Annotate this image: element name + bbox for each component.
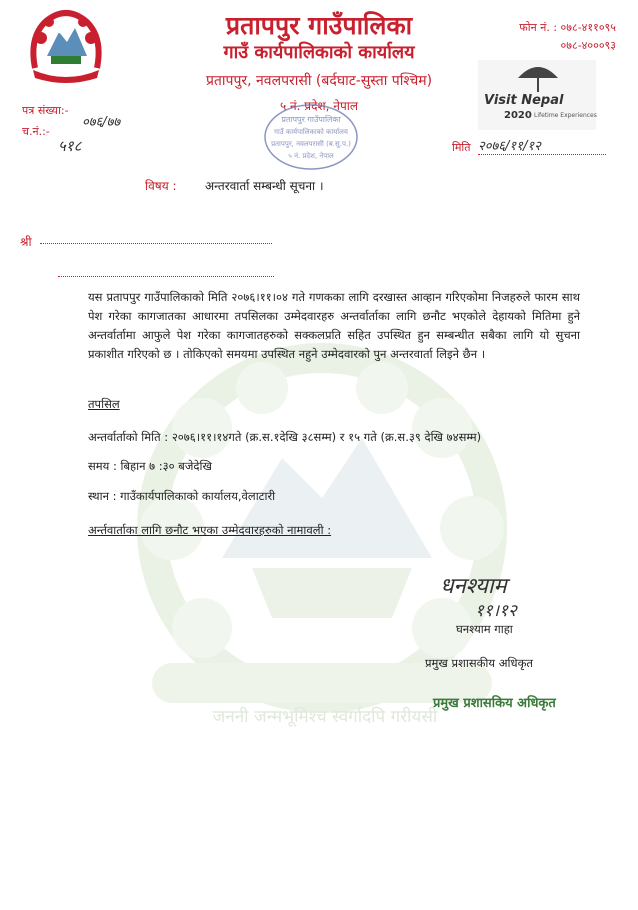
dispatch-label: च.नं.:- [22, 125, 50, 138]
date-label: मिति [452, 141, 471, 154]
addressee-line-1 [40, 243, 272, 244]
office-address: प्रतापपुर, नवलपरासी (बर्दघाट-सुस्ता पश्चिम) [205, 73, 433, 89]
dispatch-value: ५१८ [58, 137, 82, 155]
handwritten-signature: धनश्याम [440, 574, 507, 599]
candidate-list-heading: अर्न्तवार्ताका लागि छनौट भएका उम्मेदवारहरुको नामावली : [88, 523, 332, 537]
phone-label: फोन नं. : [519, 21, 558, 34]
addressee-label: श्री [20, 235, 32, 249]
phone-number-2: ०७८-४०००९३ [560, 39, 616, 52]
visit-nepal-tagline: Lifetime Experiences [534, 112, 597, 119]
interview-place: स्थान : गाउँकार्यपालिकाको कार्यालय,वेलाटारी [88, 489, 276, 503]
handwritten-signature-date: ११।१२ [475, 601, 517, 621]
subject-text: अन्तरवार्ता सम्बन्धी सूचना । [205, 179, 324, 193]
watermark-motto: जननी जन्मभूमिश्च स्वर्गादपि गरीयसी [212, 707, 438, 727]
ref-value: ०७६/७७ [82, 115, 121, 130]
date-value: २०७६/११/१२ [478, 136, 606, 155]
notice-paragraph: यस प्रतापपुर गाउँपालिकाको मिति २०७६।११।०४ गते गणकका लागि दरखास्त आव्हान गरिएकोमा निजहरुले फारम साथ पेश गरेका कागजातका आधारमा तपसिलका उम्मेदवारहरु अन्तर्वार्ताका लागि छनौट भएकोले देहायको मितिमा हुने अन्तर्वार्तामा आफुले पेश गरेका कागजातहरुको सक्कलप्रति सहित उपस्थित हुन सम्बन्धीत सबैका लागि यो सुचना प्रकाशीत गरिएको छ । तोकिएको समयमा उपस्थित नहुने उम्मेदवारको पुन अन्तरवार्ता लिइने छैन । [88, 290, 580, 361]
office-seal-icon [262, 102, 360, 172]
designation-stamp: प्रमुख प्रशासकिय अधिकृत [433, 696, 556, 711]
visit-nepal-text: Visit Nepal [484, 93, 564, 108]
tapsil-heading: तपसिल [88, 397, 120, 411]
signatory-designation: प्रमुख प्रशासकीय अधिकृत [425, 656, 533, 670]
interview-date: अन्तर्वार्ताको मिति : २०७६।११।१४गते (क्र.स.१देखि ३८सम्म) र १५ गते (क्र.स.३९ देखि ७४सम्म) [88, 430, 482, 444]
office-province: ५ नं. प्रदेश, नेपाल [279, 99, 359, 113]
interview-time: समय : बिहान ७ :३० बजेदेखि [88, 459, 212, 473]
phone-number-1: ०७८-४११०९५ [560, 21, 616, 34]
seal-line-3: प्रतापपुर, नवलपरासी (ब.सु.प.) [271, 140, 351, 148]
visit-nepal-logo [478, 60, 596, 130]
seal-line-4: ५ नं. प्रदेश, नेपाल [288, 152, 334, 160]
visit-nepal-year: 2020 [504, 110, 532, 121]
umbrella-icon [516, 62, 560, 92]
seal-line-2: गाउँ कार्यपालिकाको कार्यालय [274, 128, 348, 136]
addressee-line-2 [58, 276, 274, 277]
subject-label: विषय : [145, 179, 177, 193]
office-name: गाउँ कार्यपालिकाको कार्यालय [223, 42, 415, 63]
signatory-name: घनश्याम गाहा [456, 622, 513, 636]
phone-line-1 [519, 20, 616, 35]
ref-label: पत्र संख्या:- [22, 104, 69, 117]
org-name: प्रतापपुर गाउँपालिका [225, 11, 413, 40]
seal-line-1: प्रतापपुर गाउँपालिका [281, 115, 341, 124]
